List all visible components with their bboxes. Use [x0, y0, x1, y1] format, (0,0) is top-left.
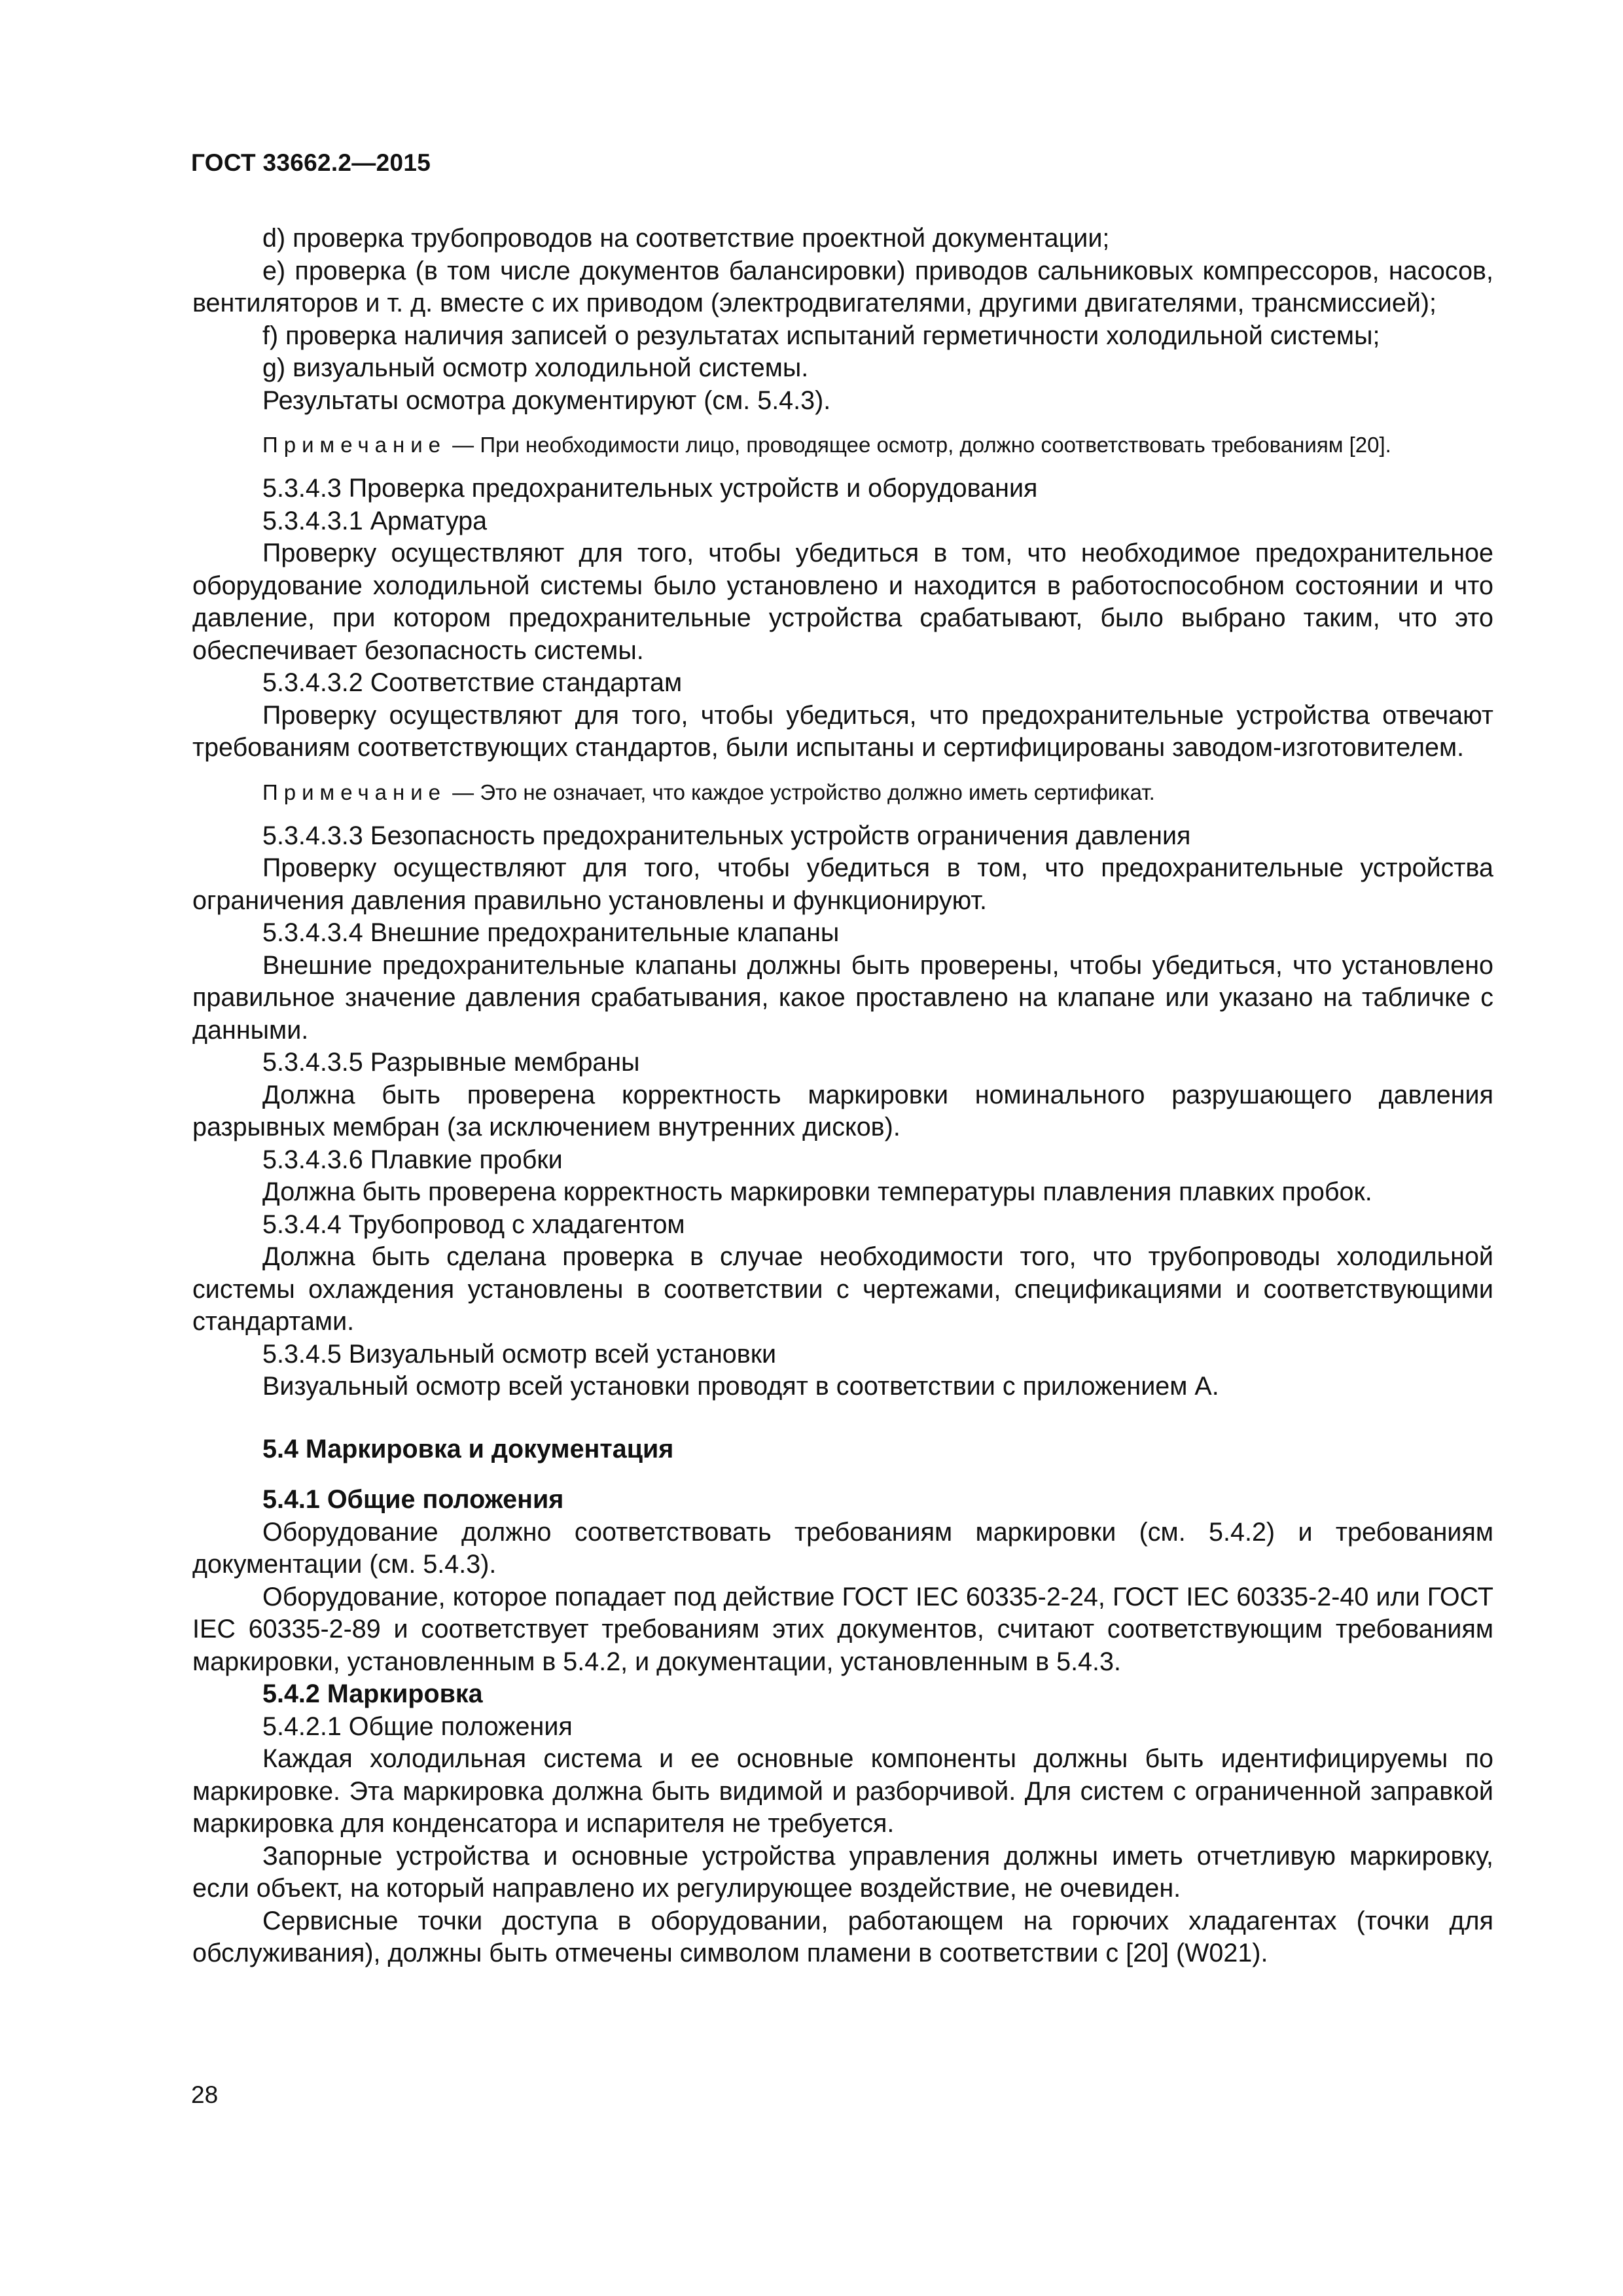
section-heading: 5.3.4.3 Проверка предохранительных устройств и оборудования: [262, 474, 1038, 503]
note-text: — При необходимости лицо, проводящее осмотр, должно соответствовать требованиям [20].: [446, 433, 1391, 457]
page-number: 28: [191, 2081, 219, 2108]
paragraph: Запорные устройства и основные устройства управления должны иметь отчетливую маркировку, если объект, на который направлено их регулирующее воздействие, не очевиден.: [192, 1841, 1493, 1903]
paragraph: Результаты осмотра документируют (см. 5.4.3).: [262, 386, 831, 415]
paragraph: Должна быть сделана проверка в случае необходимости того, что трубопроводы холодильной системы охлаждения установлены в соответствии с чертежами, спецификациями и соответствующими стандартами.: [192, 1242, 1493, 1336]
heading-level-3: 5.4.2 Маркировка: [262, 1679, 483, 1708]
paragraph: Должна быть проверена корректность маркировки номинального разрушающего давления разрывных мембран (за исключением внутренних дисков).: [192, 1080, 1493, 1141]
section-heading: 5.3.4.3.4 Внешние предохранительные клапаны: [262, 918, 840, 947]
section-heading: 5.3.4.3.2 Соответствие стандартам: [262, 668, 683, 697]
note-label: Примечание: [262, 433, 447, 457]
list-item-f: f) проверка наличия записей о результатах испытаний герметичности холодильной системы;: [262, 321, 1380, 350]
section-heading: 5.3.4.3.1 Арматура: [262, 506, 488, 535]
paragraph: Проверку осуществляют для того, чтобы убедиться, что предохранительные устройства отвечают требованиям соответствующих стандартов, были испытаны и сертифицированы заводом-изготовителем.: [192, 700, 1493, 762]
section-heading: 5.3.4.3.5 Разрывные мембраны: [262, 1048, 640, 1077]
note: [192, 430, 1493, 459]
document-body: [192, 223, 1493, 1970]
paragraph: Сервисные точки доступа в оборудовании, работающем на горючих хладагентах (точки для обслуживания), должны быть отмечены символом пламени в соответствии с [20] (W021).: [192, 1906, 1493, 1967]
paragraph: Оборудование, которое попадает под действие ГОСТ IEC 60335-2-24, ГОСТ IEC 60335-2-40 или ГОСТ IEC 60335-2-89 и соответствует требованиям этих документов, считают соответствующим требованиям маркировки, установленным в 5.4.2, и документации, установленным в 5.4.3.: [192, 1582, 1493, 1676]
note: [192, 778, 1493, 807]
paragraph: Визуальный осмотр всей установки проводят в соответствии с приложением А.: [262, 1372, 1219, 1401]
note-text: — Это не означает, что каждое устройство должно иметь сертификат.: [446, 780, 1155, 804]
paragraph: Должна быть проверена корректность маркировки температуры плавления плавких пробок.: [262, 1177, 1372, 1206]
section-heading: 5.3.4.3.6 Плавкие пробки: [262, 1145, 563, 1174]
paragraph: Проверку осуществляют для того, чтобы убедиться в том, что необходимое предохранительное оборудование холодильной системы было установлено и находится в работоспособном состоянии и что давление, при котором предохранительные устройства срабатывают, было выбрано таким, что это обеспечивает безопасность системы.: [192, 539, 1493, 665]
note-label: Примечание: [262, 780, 447, 804]
section-heading: 5.4.2.1 Общие положения: [262, 1712, 573, 1741]
paragraph: Оборудование должно соответствовать требованиям маркировки (см. 5.4.2) и требованиям документации (см. 5.4.3).: [192, 1517, 1493, 1579]
list-item-e: е) проверка (в том числе документов балансировки) приводов сальниковых компрессоров, насосов, вентиляторов и т. д. вместе с их приводом (электродвигателями, другими двигателями, трансмиссией);: [192, 256, 1493, 317]
heading-level-3: 5.4.1 Общие положения: [262, 1485, 564, 1514]
heading-level-2: 5.4 Маркировка и документация: [262, 1434, 674, 1463]
list-item-d: d) проверка трубопроводов на соответствие проектной документации;: [262, 224, 1110, 253]
paragraph: Внешние предохранительные клапаны должны быть проверены, чтобы убедиться, что установлено правильное значение давления срабатывания, какое проставлено на клапане или указано на табличке с данными.: [192, 950, 1493, 1045]
section-heading: 5.3.4.4 Трубопровод с хладагентом: [262, 1210, 685, 1239]
paragraph: Проверку осуществляют для того, чтобы убедиться в том, что предохранительные устройства ограничения давления правильно установлены и функционируют.: [192, 853, 1493, 915]
document-header: ГОСТ 33662.2—2015: [191, 149, 431, 176]
list-item-g: g) визуальный осмотр холодильной системы.: [262, 353, 809, 382]
section-heading: 5.3.4.5 Визуальный осмотр всей установки: [262, 1339, 777, 1369]
section-heading: 5.3.4.3.3 Безопасность предохранительных устройств ограничения давления: [262, 821, 1191, 850]
paragraph: Каждая холодильная система и ее основные компоненты должны быть идентифицируемы по маркировке. Эта маркировка должна быть видимой и разборчивой. Для систем с ограниченной заправкой маркировка для конденсатора и испарителя не требуется.: [192, 1744, 1493, 1838]
